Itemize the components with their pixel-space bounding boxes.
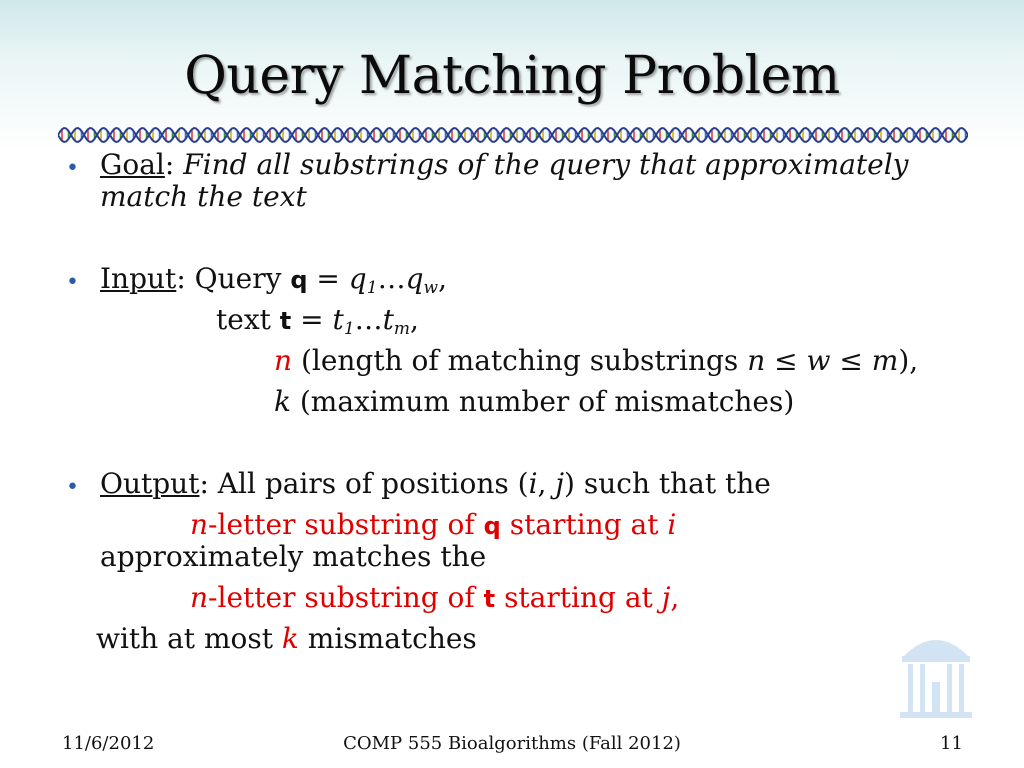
input-label: Input	[100, 262, 177, 295]
bullet-goal: •	[66, 156, 79, 181]
output-line-5: with at most k mismatches	[96, 622, 477, 655]
university-logo-icon	[898, 622, 974, 722]
footer-course: COMP 555 Bioalgorithms (Fall 2012)	[343, 733, 681, 754]
bullet-output: •	[66, 475, 79, 500]
goal-label: Goal	[100, 148, 165, 181]
input-line-4: k (maximum number of mismatches)	[274, 385, 795, 418]
input-line-2: text $t = t_1\dots t_m$,	[216, 303, 419, 339]
footer-page-number: 11	[940, 733, 963, 754]
goal-text-2: match the text	[100, 180, 307, 213]
output-line-1: Output: All pairs of positions (i, j) such that the	[100, 467, 771, 500]
output-line-3: approximately matches the	[100, 540, 487, 573]
goal-line-1: Goal: Find all substrings of the query that approximately	[100, 148, 909, 181]
bullet-input: •	[66, 270, 79, 295]
input-line-3: n (length of matching substrings n ≤ w ≤ m),	[274, 344, 919, 377]
output-line-4: n-letter substring of t starting at j,	[190, 581, 680, 614]
footer-date: 11/6/2012	[62, 733, 155, 754]
output-label: Output	[100, 467, 200, 500]
input-line-1: Input: Query $q = q_1\dots q_w$,	[100, 262, 447, 298]
goal-text-1: Find all substrings of the query that approximately	[183, 148, 909, 181]
slide-title: Query Matching Problem	[184, 46, 840, 106]
output-line-2: n-letter substring of q starting at i	[190, 508, 677, 541]
